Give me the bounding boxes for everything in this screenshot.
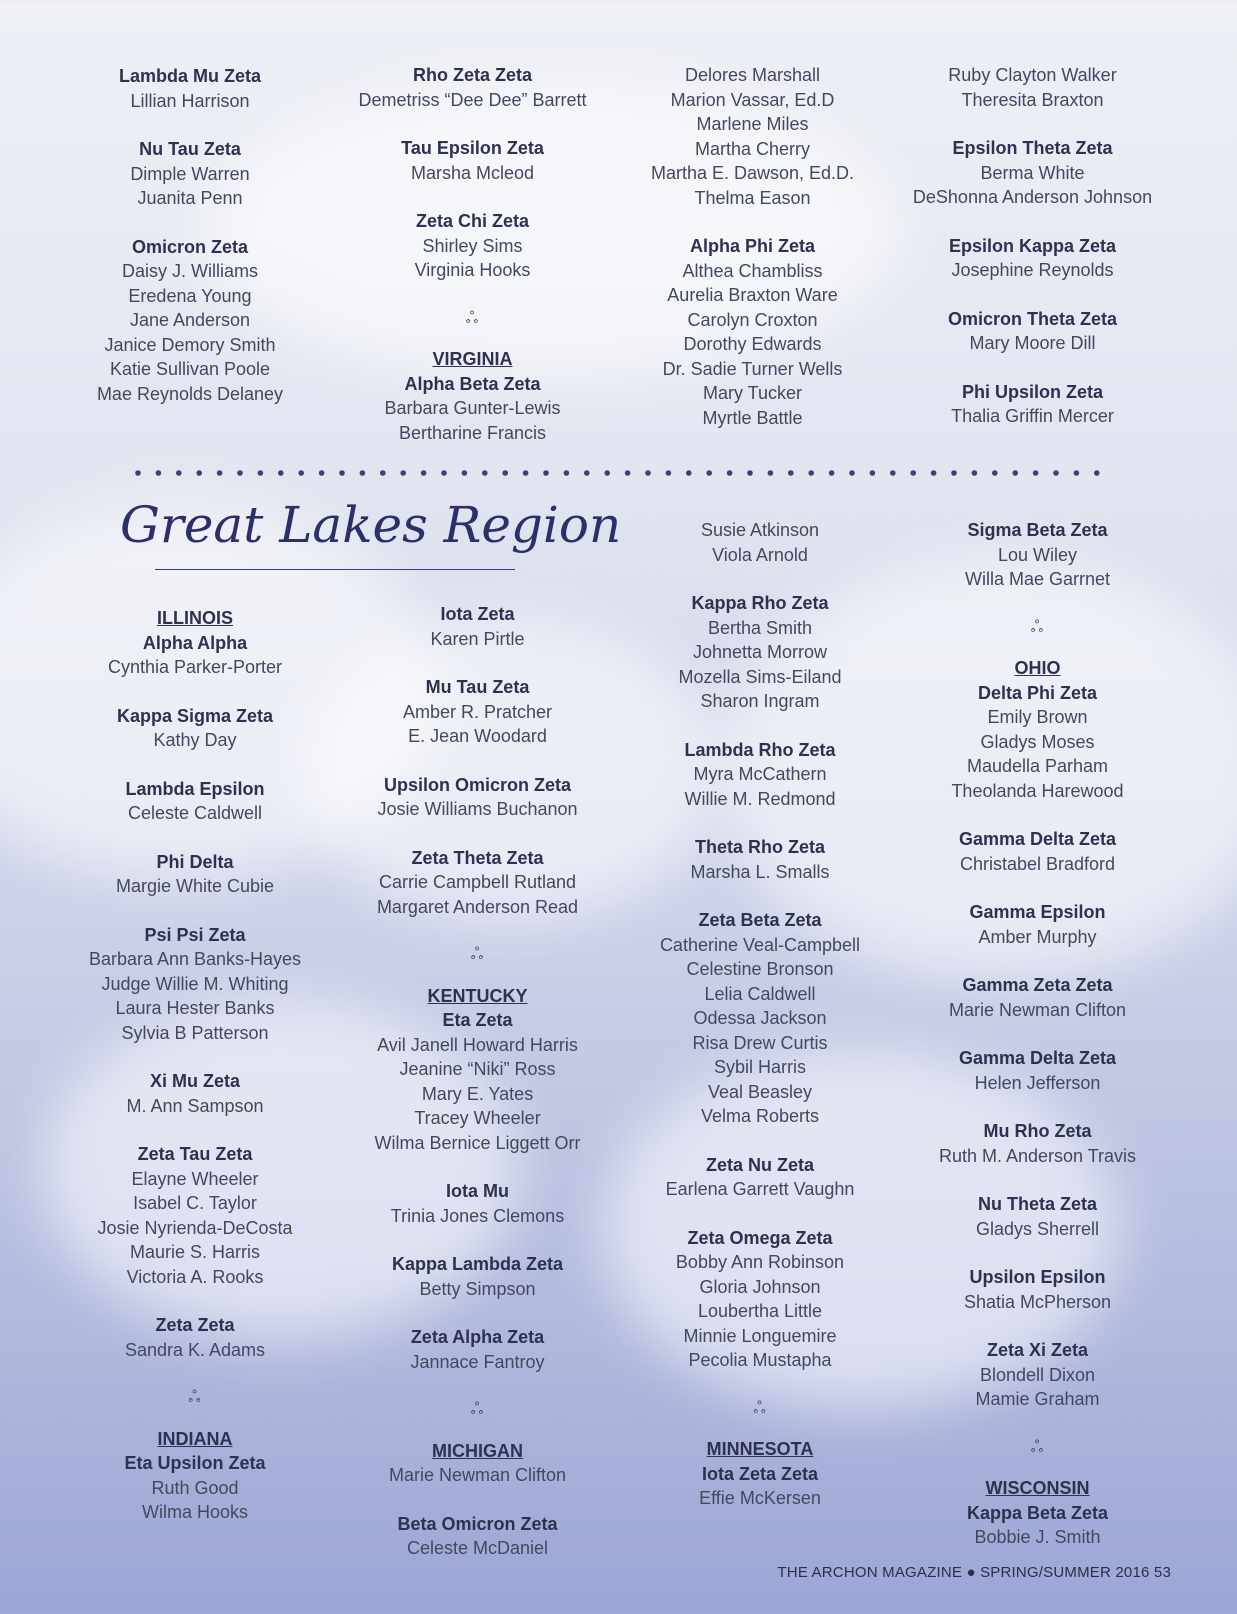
divider-dot <box>1012 470 1018 476</box>
member-name: Maurie S. Harris <box>129 1242 261 1262</box>
region-title: Great Lakes Region <box>120 496 622 554</box>
member-name: Marsha Mcleod <box>410 162 535 183</box>
chapter-name: Eta Zeta <box>442 1010 513 1030</box>
chapter-block <box>355 1008 600 1155</box>
chapter-name: Zeta Xi Zeta <box>986 1340 1089 1360</box>
chapter-name: Kappa Beta Zeta <box>966 1502 1109 1523</box>
divider-dot <box>237 470 243 476</box>
member-name: Kathy Day <box>153 730 237 750</box>
divider-dot <box>421 470 427 476</box>
divider-dot <box>135 470 141 476</box>
divider-dot <box>217 470 223 476</box>
divider-dot <box>849 470 855 476</box>
state-heading: INDIANA <box>157 1428 233 1449</box>
member-name: Carrie Campbell Rutland <box>378 872 577 892</box>
chapter-name: Epsilon Kappa Zeta <box>948 235 1117 256</box>
ornament-flourish-icon: ஃ <box>470 1401 485 1418</box>
member-name: Amber Murphy <box>978 926 1097 947</box>
member-name: Velma Roberts <box>700 1106 820 1126</box>
member-name: Cynthia Parker-Porter <box>107 657 283 677</box>
chapter-name: Tau Epsilon Zeta <box>401 138 544 158</box>
member-name: Maudella Parham <box>966 756 1109 776</box>
member-name: Wilma Hooks <box>141 1502 248 1522</box>
member-name: Althea Chambliss <box>682 260 823 281</box>
member-name: Sharon Ingram <box>700 691 820 711</box>
member-name: Blondell Dixon <box>979 1364 1096 1385</box>
chapter-name: Iota Zeta Zeta <box>701 1463 819 1484</box>
member-name: Sybil Harris <box>713 1057 806 1077</box>
member-name: Mamie Graham <box>975 1389 1100 1409</box>
member-name: Mary Moore Dill <box>969 333 1096 353</box>
member-name: E. Jean Woodard <box>408 726 547 746</box>
member-name: Sandra K. Adams <box>124 1339 266 1360</box>
chapter-block <box>355 602 600 651</box>
member-name: Celestine Bronson <box>686 959 834 979</box>
chapter-name: Alpha Beta Zeta <box>404 373 541 394</box>
divider-dot <box>258 470 264 476</box>
chapter-block <box>895 234 1170 283</box>
divider-dot <box>910 470 916 476</box>
chapter-name: Upsilon Epsilon <box>969 1267 1106 1287</box>
member-name: Karen Pirtle <box>430 628 525 649</box>
member-name: Veal Beasley <box>707 1081 813 1102</box>
member-name: Marie Newman Clifton <box>388 1465 567 1485</box>
chapter-name: Gamma Zeta Zeta <box>962 975 1113 995</box>
chapter-name: Delta Phi Zeta <box>977 682 1098 703</box>
ornament-flourish-icon: ஃ <box>470 946 485 963</box>
chapter-name: Kappa Rho Zeta <box>691 593 829 613</box>
chapter-name: Zeta Tau Zeta <box>137 1144 253 1164</box>
chapter-block <box>340 209 605 283</box>
divider-dot <box>808 470 814 476</box>
chapter-name: Gamma Delta Zeta <box>958 829 1117 849</box>
region-title-underline <box>155 569 515 570</box>
member-name: Myra McCathern <box>693 764 827 784</box>
chapter-block <box>915 1265 1160 1314</box>
chapter-name: Zeta Zeta <box>155 1315 235 1335</box>
chapter-name: Mu Rho Zeta <box>983 1121 1092 1141</box>
top-column-4 <box>895 63 1170 453</box>
member-name: Sylvia B Patterson <box>121 1022 269 1043</box>
divider-dot <box>360 470 366 476</box>
divider-dot <box>176 470 182 476</box>
chapter-block <box>340 372 605 446</box>
chapter-block <box>355 1325 600 1374</box>
chapter-block <box>80 1142 310 1289</box>
divider-dot <box>339 470 345 476</box>
member-name: Carolyn Croxton <box>687 309 818 330</box>
member-name: Emily Brown <box>987 707 1088 727</box>
member-name: Effie McKersen <box>699 1488 821 1508</box>
chapter-name: Upsilon Omicron Zeta <box>383 774 572 795</box>
chapter-name: Zeta Chi Zeta <box>415 211 530 231</box>
member-name: Juanita Penn <box>137 188 243 208</box>
chapter-block <box>355 1463 600 1488</box>
chapter-block <box>640 1226 880 1373</box>
member-name: Mae Reynolds Delaney <box>96 383 284 404</box>
chapter-block <box>75 137 305 211</box>
top-column-3 <box>630 63 875 454</box>
member-name: Tracey Wheeler <box>414 1108 541 1128</box>
state-heading: ILLINOIS <box>157 608 233 628</box>
divider-dot <box>1053 470 1059 476</box>
member-name: Marlene Miles <box>696 114 809 134</box>
chapter-name: Zeta Beta Zeta <box>698 910 822 930</box>
chapter-block <box>895 380 1170 429</box>
chapter-block <box>915 1501 1160 1550</box>
member-name: Demetriss “Dee Dee” Barrett <box>358 89 587 110</box>
state-heading: VIRGINIA <box>432 349 513 369</box>
divider-dot <box>564 470 570 476</box>
chapter-block <box>80 1069 310 1118</box>
member-name: Willa Mae Garrnet <box>964 569 1111 589</box>
chapter-block <box>80 704 310 753</box>
chapter-block <box>355 846 600 920</box>
chapter-name: Mu Tau Zeta <box>425 677 530 697</box>
chapter-name: Gamma Delta Zeta <box>958 1048 1117 1068</box>
divider-dot <box>604 470 610 476</box>
state-heading: KENTUCKY <box>427 985 528 1006</box>
divider-dot <box>584 470 590 476</box>
top-column-2 <box>340 63 605 469</box>
member-name: Jeanine “Niki” Ross <box>399 1059 556 1079</box>
chapter-name: Kappa Sigma Zeta <box>116 705 274 726</box>
bottom-column-1 <box>80 606 310 1549</box>
chapter-name: Gamma Epsilon <box>969 902 1106 922</box>
divider-dot <box>931 470 937 476</box>
member-name: Elayne Wheeler <box>131 1168 259 1189</box>
divider-dot <box>502 470 508 476</box>
member-name: Daisy J. Williams <box>121 261 258 281</box>
member-name: Bertha Smith <box>707 617 813 638</box>
member-name: Trinia Jones Clemons <box>390 1205 565 1226</box>
divider-dot <box>972 470 978 476</box>
chapter-block <box>75 235 305 407</box>
member-name: Virginia Hooks <box>414 260 531 280</box>
member-name: Lelia Caldwell <box>704 983 816 1004</box>
divider-dot <box>482 470 488 476</box>
chapter-name: Eta Upsilon Zeta <box>124 1453 266 1473</box>
member-name: Theolanda Harewood <box>951 780 1124 801</box>
member-name: Barbara Gunter-Lewis <box>384 398 561 418</box>
member-name: Victoria A. Rooks <box>126 1266 264 1287</box>
member-name: Margaret Anderson Read <box>376 896 579 917</box>
member-name: Katie Sullivan Poole <box>109 359 271 379</box>
chapter-name: Epsilon Theta Zeta <box>952 138 1113 158</box>
member-name: Dimple Warren <box>130 163 250 184</box>
divider-dot <box>1033 470 1039 476</box>
divider-dot <box>768 470 774 476</box>
member-name: Bobby Ann Robinson <box>675 1252 845 1272</box>
chapter-block <box>915 681 1160 804</box>
chapter-block <box>340 136 605 185</box>
member-name: Odessa Jackson <box>693 1008 827 1028</box>
member-name: Isabel C. Taylor <box>133 1193 257 1213</box>
member-name: Thelma Eason <box>694 187 811 208</box>
member-name: Minnie Longuemire <box>683 1325 837 1346</box>
chapter-name: Phi Delta <box>156 851 234 872</box>
member-name: Ruth M. Anderson Travis <box>938 1145 1137 1166</box>
chapter-block <box>640 835 880 884</box>
chapter-name: Omicron Zeta <box>131 236 249 257</box>
chapter-block <box>80 850 310 899</box>
member-name: Christabel Bradford <box>959 853 1116 874</box>
chapter-block <box>895 136 1170 210</box>
member-name: Barbara Ann Banks-Hayes <box>88 949 302 969</box>
chapter-block <box>915 1338 1160 1412</box>
chapter-name: Xi Mu Zeta <box>149 1071 240 1091</box>
chapter-block <box>640 738 880 812</box>
chapter-name: Zeta Omega Zeta <box>687 1227 833 1248</box>
chapter-name: Nu Theta Zeta <box>977 1194 1097 1214</box>
ornament-flourish-icon: ஃ <box>1030 1438 1045 1456</box>
chapter-name: Zeta Nu Zeta <box>705 1154 815 1175</box>
member-name: Dorothy Edwards <box>683 334 822 354</box>
chapter-name: Iota Mu <box>446 1181 509 1201</box>
divider-dot <box>829 470 835 476</box>
divider-dot <box>1094 470 1100 476</box>
divider-dot <box>380 470 386 476</box>
divider-dot <box>870 470 876 476</box>
top-column-1 <box>75 64 305 430</box>
member-name: Josie Williams Buchanon <box>377 799 578 819</box>
bottom-column-2 <box>355 602 600 1585</box>
chapter-name: Sigma Beta Zeta <box>967 520 1108 540</box>
member-name: Bertharine Francis <box>398 422 547 443</box>
member-name: Shirley Sims <box>422 235 523 256</box>
chapter-block <box>915 1119 1160 1168</box>
member-name: Risa Drew Curtis <box>692 1032 828 1053</box>
divider-dot <box>666 470 672 476</box>
member-name: Mozella Sims-Eiland <box>678 666 842 687</box>
member-name: Ruth Good <box>151 1477 239 1498</box>
chapter-block <box>630 63 875 210</box>
member-name: DeShonna Anderson Johnson <box>912 187 1153 207</box>
member-name: Willie M. Redmond <box>684 788 836 809</box>
divider-dot <box>625 470 631 476</box>
chapter-name: Zeta Alpha Zeta <box>410 1327 545 1347</box>
state-heading: OHIO <box>1014 658 1061 678</box>
member-name: Shatia McPherson <box>963 1291 1112 1312</box>
divider-dot <box>196 470 202 476</box>
chapter-name: Zeta Theta Zeta <box>411 847 544 868</box>
divider-dot <box>788 470 794 476</box>
divider-dot <box>890 470 896 476</box>
divider-dot <box>645 470 651 476</box>
member-name: Martha E. Dawson, Ed.D. <box>650 163 855 183</box>
chapter-name: Lambda Epsilon <box>125 778 265 799</box>
chapter-block <box>340 63 605 112</box>
member-name: Celeste Caldwell <box>127 803 263 823</box>
chapter-name: Rho Zeta Zeta <box>412 65 532 85</box>
member-name: Marsha L. Smalls <box>690 861 830 882</box>
chapter-name: Omicron Theta Zeta <box>947 308 1118 329</box>
chapter-name: Nu Tau Zeta <box>139 139 241 159</box>
member-name: Berma White <box>980 162 1085 183</box>
divider-dot <box>319 470 325 476</box>
member-name: Avil Janell Howard Harris <box>377 1034 578 1055</box>
chapter-name: Alpha Phi Zeta <box>689 236 815 256</box>
member-name: Martha Cherry <box>694 138 811 159</box>
divider-dot <box>951 470 957 476</box>
chapter-name: Beta Omicron Zeta <box>397 1513 558 1534</box>
chapter-name: Theta Rho Zeta <box>694 837 825 857</box>
page-footer: THE ARCHON MAGAZINE ● SPRING/SUMMER 2016 53 <box>777 1564 1171 1581</box>
chapter-block <box>640 908 880 1129</box>
chapter-block <box>915 1192 1160 1241</box>
member-name: Helen Jefferson <box>974 1072 1101 1093</box>
member-name: Marion Vassar, Ed.D <box>670 89 835 110</box>
divider-dot <box>278 470 284 476</box>
chapter-block <box>355 675 600 749</box>
member-name: Loubertha Little <box>697 1301 823 1321</box>
chapter-block <box>895 63 1170 112</box>
member-name: Janice Demory Smith <box>104 334 276 355</box>
member-name: Gladys Moses <box>980 731 1095 752</box>
ornament-flourish-icon: ஃ <box>1030 618 1045 636</box>
divider-dot <box>992 470 998 476</box>
chapter-block <box>80 923 310 1046</box>
member-name: Earlena Garrett Vaughn <box>665 1179 855 1199</box>
divider-dot <box>298 470 304 476</box>
chapter-block <box>80 1313 310 1362</box>
member-name: Thalia Griffin Mercer <box>951 406 1114 426</box>
chapter-block <box>80 777 310 826</box>
state-heading: WISCONSIN <box>985 1478 1090 1498</box>
member-name: Amber R. Pratcher <box>402 701 553 722</box>
chapter-block <box>355 1512 600 1561</box>
chapter-name: Kappa Lambda Zeta <box>391 1254 564 1274</box>
member-name: Theresita Braxton <box>961 89 1104 110</box>
member-name: Catherine Veal-Campbell <box>659 934 861 955</box>
member-name: Josie Nyrienda-DeCosta <box>97 1217 293 1238</box>
ornament-flourish-icon: ஃ <box>753 1399 767 1417</box>
member-name: Johnetta Morrow <box>692 642 828 662</box>
chapter-block <box>640 591 880 714</box>
chapter-name: Lambda Mu Zeta <box>118 66 261 86</box>
member-name: Lou Wiley <box>997 544 1078 565</box>
chapter-block <box>630 234 875 430</box>
member-name: Margie White Cubie <box>115 876 275 896</box>
member-name: Dr. Sadie Turner Wells <box>662 358 843 379</box>
chapter-block <box>355 1179 600 1228</box>
member-name: Celeste McDaniel <box>406 1538 549 1558</box>
chapter-block <box>640 1153 880 1202</box>
bottom-column-4 <box>915 518 1160 1574</box>
member-name: Eredena Young <box>128 285 252 306</box>
chapter-name: Alpha Alpha <box>142 632 248 653</box>
member-name: Bobbie J. Smith <box>974 1527 1101 1547</box>
chapter-block <box>915 973 1160 1022</box>
member-name: Laura Hester Banks <box>115 998 275 1018</box>
member-name: Josephine Reynolds <box>951 260 1114 280</box>
member-name: Myrtle Battle <box>702 407 803 428</box>
chapter-block <box>355 773 600 822</box>
member-name: Wilma Bernice Liggett Orr <box>374 1132 581 1153</box>
chapter-name: Phi Upsilon Zeta <box>961 381 1103 402</box>
divider-dot <box>706 470 712 476</box>
member-name: Marie Newman Clifton <box>948 999 1127 1020</box>
member-name: Gladys Sherrell <box>975 1218 1100 1239</box>
divider-dot <box>400 470 406 476</box>
chapter-block <box>915 827 1160 876</box>
member-name: Delores Marshall <box>684 65 821 85</box>
divider-dot <box>686 470 692 476</box>
chapter-block <box>355 1252 600 1301</box>
divider-dot <box>747 470 753 476</box>
member-name: Lillian Harrison <box>130 90 250 111</box>
member-name: Jannace Fantroy <box>410 1351 545 1372</box>
member-name: Ruby Clayton Walker <box>948 65 1117 85</box>
chapter-block <box>640 1462 880 1511</box>
member-name: Betty Simpson <box>419 1278 536 1299</box>
divider-dot <box>543 470 549 476</box>
member-name: Aurelia Braxton Ware <box>667 285 838 305</box>
member-name: Mary Tucker <box>702 383 803 403</box>
chapter-block <box>80 1451 310 1525</box>
divider-dot <box>156 470 162 476</box>
member-name: M. Ann Sampson <box>126 1095 264 1116</box>
member-name: Susie Atkinson <box>700 520 820 540</box>
bottom-column-3 <box>640 518 880 1535</box>
chapter-name: Iota Zeta <box>440 604 515 624</box>
chapter-block <box>895 307 1170 356</box>
chapter-block <box>75 64 305 113</box>
divider-dot <box>1074 470 1080 476</box>
member-name: Gloria Johnson <box>699 1276 821 1297</box>
chapter-block <box>915 900 1160 949</box>
divider-dot <box>727 470 733 476</box>
ornament-flourish-icon: ஃ <box>188 1389 202 1406</box>
member-name: Pecolia Mustapha <box>688 1350 832 1370</box>
dotted-divider <box>135 466 1100 480</box>
member-name: Jane Anderson <box>129 310 251 330</box>
ornament-flourish-icon: ஃ <box>465 309 480 327</box>
chapter-name: Psi Psi Zeta <box>144 924 246 945</box>
member-name: Judge Willie M. Whiting <box>101 973 289 994</box>
divider-dot <box>441 470 447 476</box>
member-name: Viola Arnold <box>712 544 808 565</box>
chapter-block <box>80 631 310 680</box>
state-heading: MINNESOTA <box>706 1439 814 1459</box>
chapter-block <box>640 518 880 567</box>
chapter-block <box>915 518 1160 592</box>
state-heading: MICHIGAN <box>432 1440 523 1461</box>
chapter-block <box>915 1046 1160 1095</box>
divider-dot <box>462 470 468 476</box>
member-name: Mary E. Yates <box>421 1083 534 1104</box>
divider-dot <box>523 470 529 476</box>
chapter-name: Lambda Rho Zeta <box>684 739 836 760</box>
